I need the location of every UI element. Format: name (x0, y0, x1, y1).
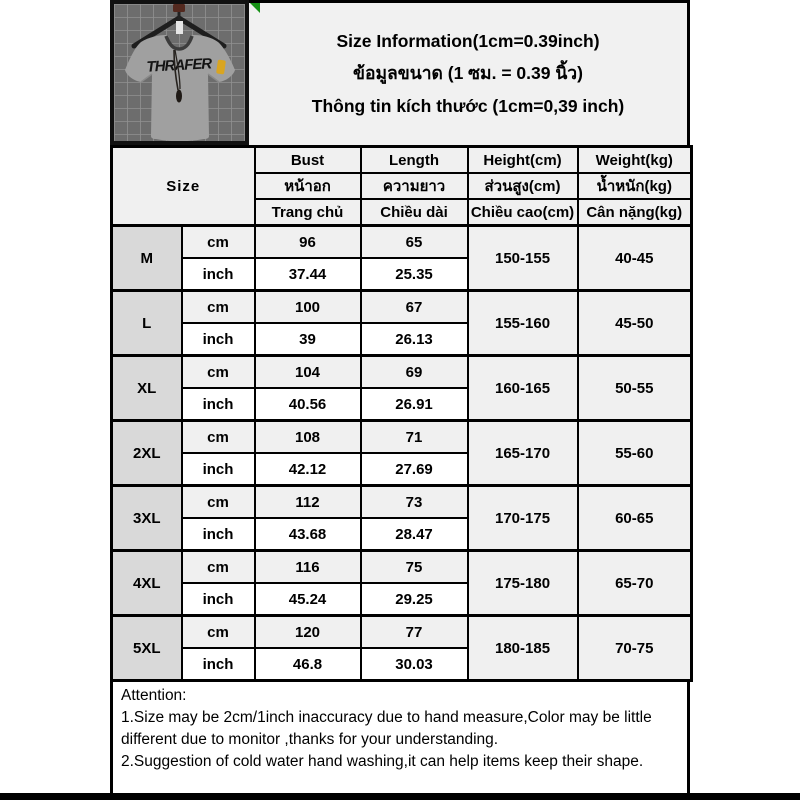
size-label: L (112, 291, 182, 356)
header-bust-th: หน้าอก (255, 173, 361, 199)
table-row-4xl-cm (112, 551, 692, 584)
height-range: 170-175 (468, 486, 578, 551)
bust-cm-value: 100 (255, 291, 361, 324)
bust-inch-value: 39 (255, 323, 361, 356)
attention-box (110, 682, 690, 800)
bust-inch-value: 46.8 (255, 648, 361, 681)
title-english: Size Information(1cm=0.39inch) (336, 30, 600, 51)
table-row-xl-cm (112, 356, 692, 389)
unit-label-cm: cm (182, 226, 255, 259)
header-weight-vi: Cân nặng(kg) (578, 199, 692, 226)
bust-cm-value: 120 (255, 616, 361, 649)
green-corner-marker-icon (250, 3, 260, 13)
table-row-m-cm (112, 226, 692, 259)
unit-label-inch: inch (182, 518, 255, 551)
tshirt-photo-graphic (114, 4, 245, 141)
length-cm-value: 75 (361, 551, 468, 584)
table-row-3xl-cm (112, 486, 692, 519)
bust-inch-value: 45.24 (255, 583, 361, 616)
unit-label-cm: cm (182, 486, 255, 519)
length-cm-value: 71 (361, 421, 468, 454)
bust-inch-value: 37.44 (255, 258, 361, 291)
length-inch-value: 25.35 (361, 258, 468, 291)
top-row (110, 0, 690, 145)
bust-cm-value: 104 (255, 356, 361, 389)
title-cell (249, 0, 690, 145)
length-cm-value: 77 (361, 616, 468, 649)
unit-label-inch: inch (182, 323, 255, 356)
bust-cm-value: 108 (255, 421, 361, 454)
length-cm-value: 65 (361, 226, 468, 259)
unit-label-cm: cm (182, 551, 255, 584)
table-row-5xl-cm (112, 616, 692, 649)
size-chart-sheet (110, 0, 690, 800)
unit-label-inch: inch (182, 388, 255, 421)
size-label: 4XL (112, 551, 182, 616)
header-height-th: ส่วนสูง(cm) (468, 173, 578, 199)
length-cm-value: 67 (361, 291, 468, 324)
weight-range: 70-75 (578, 616, 692, 681)
height-range: 160-165 (468, 356, 578, 421)
weight-range: 50-55 (578, 356, 692, 421)
header-length-vi: Chiều dài (361, 199, 468, 226)
header-length-en: Length (361, 147, 468, 174)
table-row-l-cm (112, 291, 692, 324)
height-range: 180-185 (468, 616, 578, 681)
weight-range: 60-65 (578, 486, 692, 551)
unit-label-cm: cm (182, 291, 255, 324)
header-row-en (112, 147, 692, 174)
bottom-black-bar (0, 793, 800, 800)
unit-label-inch: inch (182, 258, 255, 291)
unit-label-cm: cm (182, 421, 255, 454)
size-label: 5XL (112, 616, 182, 681)
attention-note-2: 2.Suggestion of cold water hand washing,it can help items keep their shape. (121, 753, 644, 770)
header-weight-th: น้ำหนัก(kg) (578, 173, 692, 199)
size-table (110, 145, 693, 682)
header-height-vi: Chiều cao(cm) (468, 199, 578, 226)
length-inch-value: 29.25 (361, 583, 468, 616)
attention-heading: Attention: (121, 687, 187, 704)
unit-label-cm: cm (182, 356, 255, 389)
length-cm-value: 69 (361, 356, 468, 389)
weight-range: 45-50 (578, 291, 692, 356)
unit-label-cm: cm (182, 616, 255, 649)
height-range: 175-180 (468, 551, 578, 616)
height-range: 150-155 (468, 226, 578, 291)
bust-inch-value: 43.68 (255, 518, 361, 551)
length-cm-value: 73 (361, 486, 468, 519)
attention-note-1: 1.Size may be 2cm/1inch inaccuracy due to hand measure,Color may be little different due to monitor ,thanks for your understanding. (121, 709, 652, 748)
header-length-th: ความยาว (361, 173, 468, 199)
product-photo (110, 0, 249, 145)
header-weight-en: Weight(kg) (578, 147, 692, 174)
bust-cm-value: 116 (255, 551, 361, 584)
neck-tag (176, 21, 183, 34)
shirt-logo-text: THRAFER (146, 55, 212, 76)
length-inch-value: 26.13 (361, 323, 468, 356)
header-height-en: Height(cm) (468, 147, 578, 174)
weight-range: 55-60 (578, 421, 692, 486)
bust-cm-value: 112 (255, 486, 361, 519)
weight-range: 40-45 (578, 226, 692, 291)
bust-inch-value: 40.56 (255, 388, 361, 421)
size-label: XL (112, 356, 182, 421)
weight-range: 65-70 (578, 551, 692, 616)
table-row-2xl-cm (112, 421, 692, 454)
length-inch-value: 28.47 (361, 518, 468, 551)
length-inch-value: 26.91 (361, 388, 468, 421)
bust-inch-value: 42.12 (255, 453, 361, 486)
bust-cm-value: 96 (255, 226, 361, 259)
height-range: 155-160 (468, 291, 578, 356)
height-range: 165-170 (468, 421, 578, 486)
length-inch-value: 30.03 (361, 648, 468, 681)
title-thai: ข้อมูลขนาด (1 ซม. = 0.39 นิ้ว) (353, 63, 583, 84)
unit-label-inch: inch (182, 453, 255, 486)
unit-label-inch: inch (182, 648, 255, 681)
length-inch-value: 27.69 (361, 453, 468, 486)
size-label: M (112, 226, 182, 291)
size-label: 2XL (112, 421, 182, 486)
size-column-header: Size (112, 147, 255, 226)
header-bust-en: Bust (255, 147, 361, 174)
title-vietnamese: Thông tin kích thước (1cm=0,39 inch) (311, 95, 625, 116)
header-bust-vi: Trang chủ (255, 199, 361, 226)
size-label: 3XL (112, 486, 182, 551)
unit-label-inch: inch (182, 583, 255, 616)
